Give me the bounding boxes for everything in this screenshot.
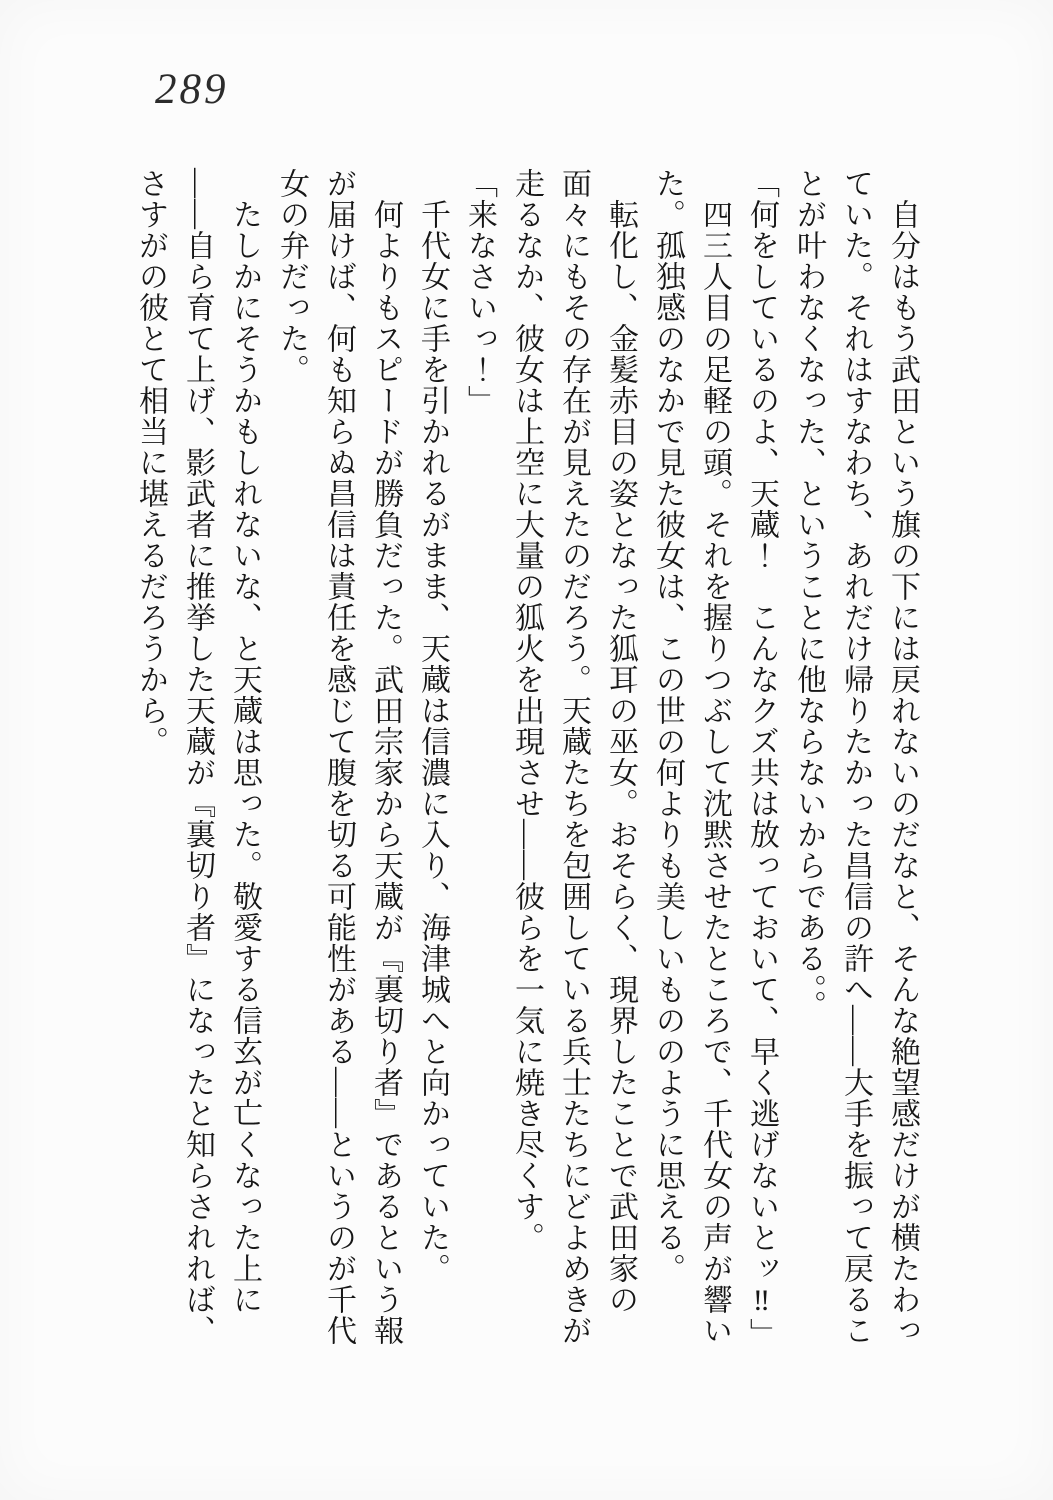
page-number: 289 (155, 66, 229, 113)
text-line: 「来なさいっ！」 (463, 168, 496, 416)
text-line: 「何をしているのよ、天蔵！ こんなクズ共は放っておいて、早く逃げないとッ‼」 (745, 168, 778, 1349)
text-line: 何よりもスピードが勝負だった。武田宗家から天蔵が『裏切り者』であるという報 (369, 199, 402, 1346)
text-line: 自分はもう武田という旗の下には戻れないのだなと、そんな絶望感だけが横たわっ (886, 199, 919, 1346)
text-line: ていた。それはすなわち、あれだけ帰りたかった昌信の許へ――大手を振って戻るこ (839, 168, 872, 1346)
text-line: 千代女に手を引かれるがまま、天蔵は信濃に入り、海津城へと向かっていた。 (416, 199, 449, 1284)
text-line: たしかにそうかもしれないな、と天蔵は思った。敬愛する信玄が亡くなった上に (228, 199, 261, 1315)
text-line: 面々にもその存在が見えたのだろう。天蔵たちを包囲している兵士たちにどよめきが (557, 168, 590, 1346)
page-text-block (127, 168, 926, 1352)
text-line: が届けば、何も知らぬ昌信は責任を感じて腹を切る可能性がある――というのが千代 (322, 168, 355, 1346)
text-line: 女の弁だった。 (275, 168, 308, 385)
text-line: とが叶わなくなった、ということに他ならないからである。。 (792, 168, 825, 1021)
text-line: た。孤独感のなかで見た彼女は、この世の何よりも美しいもののように思える。 (651, 168, 684, 1284)
text-line: 転化し、金髪赤目の姿となった狐耳の巫女。おそらく、現界したことで武田家の (604, 199, 637, 1315)
text-line: ――自ら育て上げ、影武者に推挙した天蔵が『裏切り者』になったと知らされれば、 (181, 168, 214, 1346)
text-line: さすがの彼とて相当に堪えるだろうから。 (134, 168, 167, 757)
text-line: 走るなか、彼女は上空に大量の狐火を出現させ――彼らを一気に焼き尽くす。 (510, 168, 543, 1253)
text-line: 四三人目の足軽の頭。それを握りつぶして沈黙させたところで、千代女の声が響い (698, 199, 731, 1346)
